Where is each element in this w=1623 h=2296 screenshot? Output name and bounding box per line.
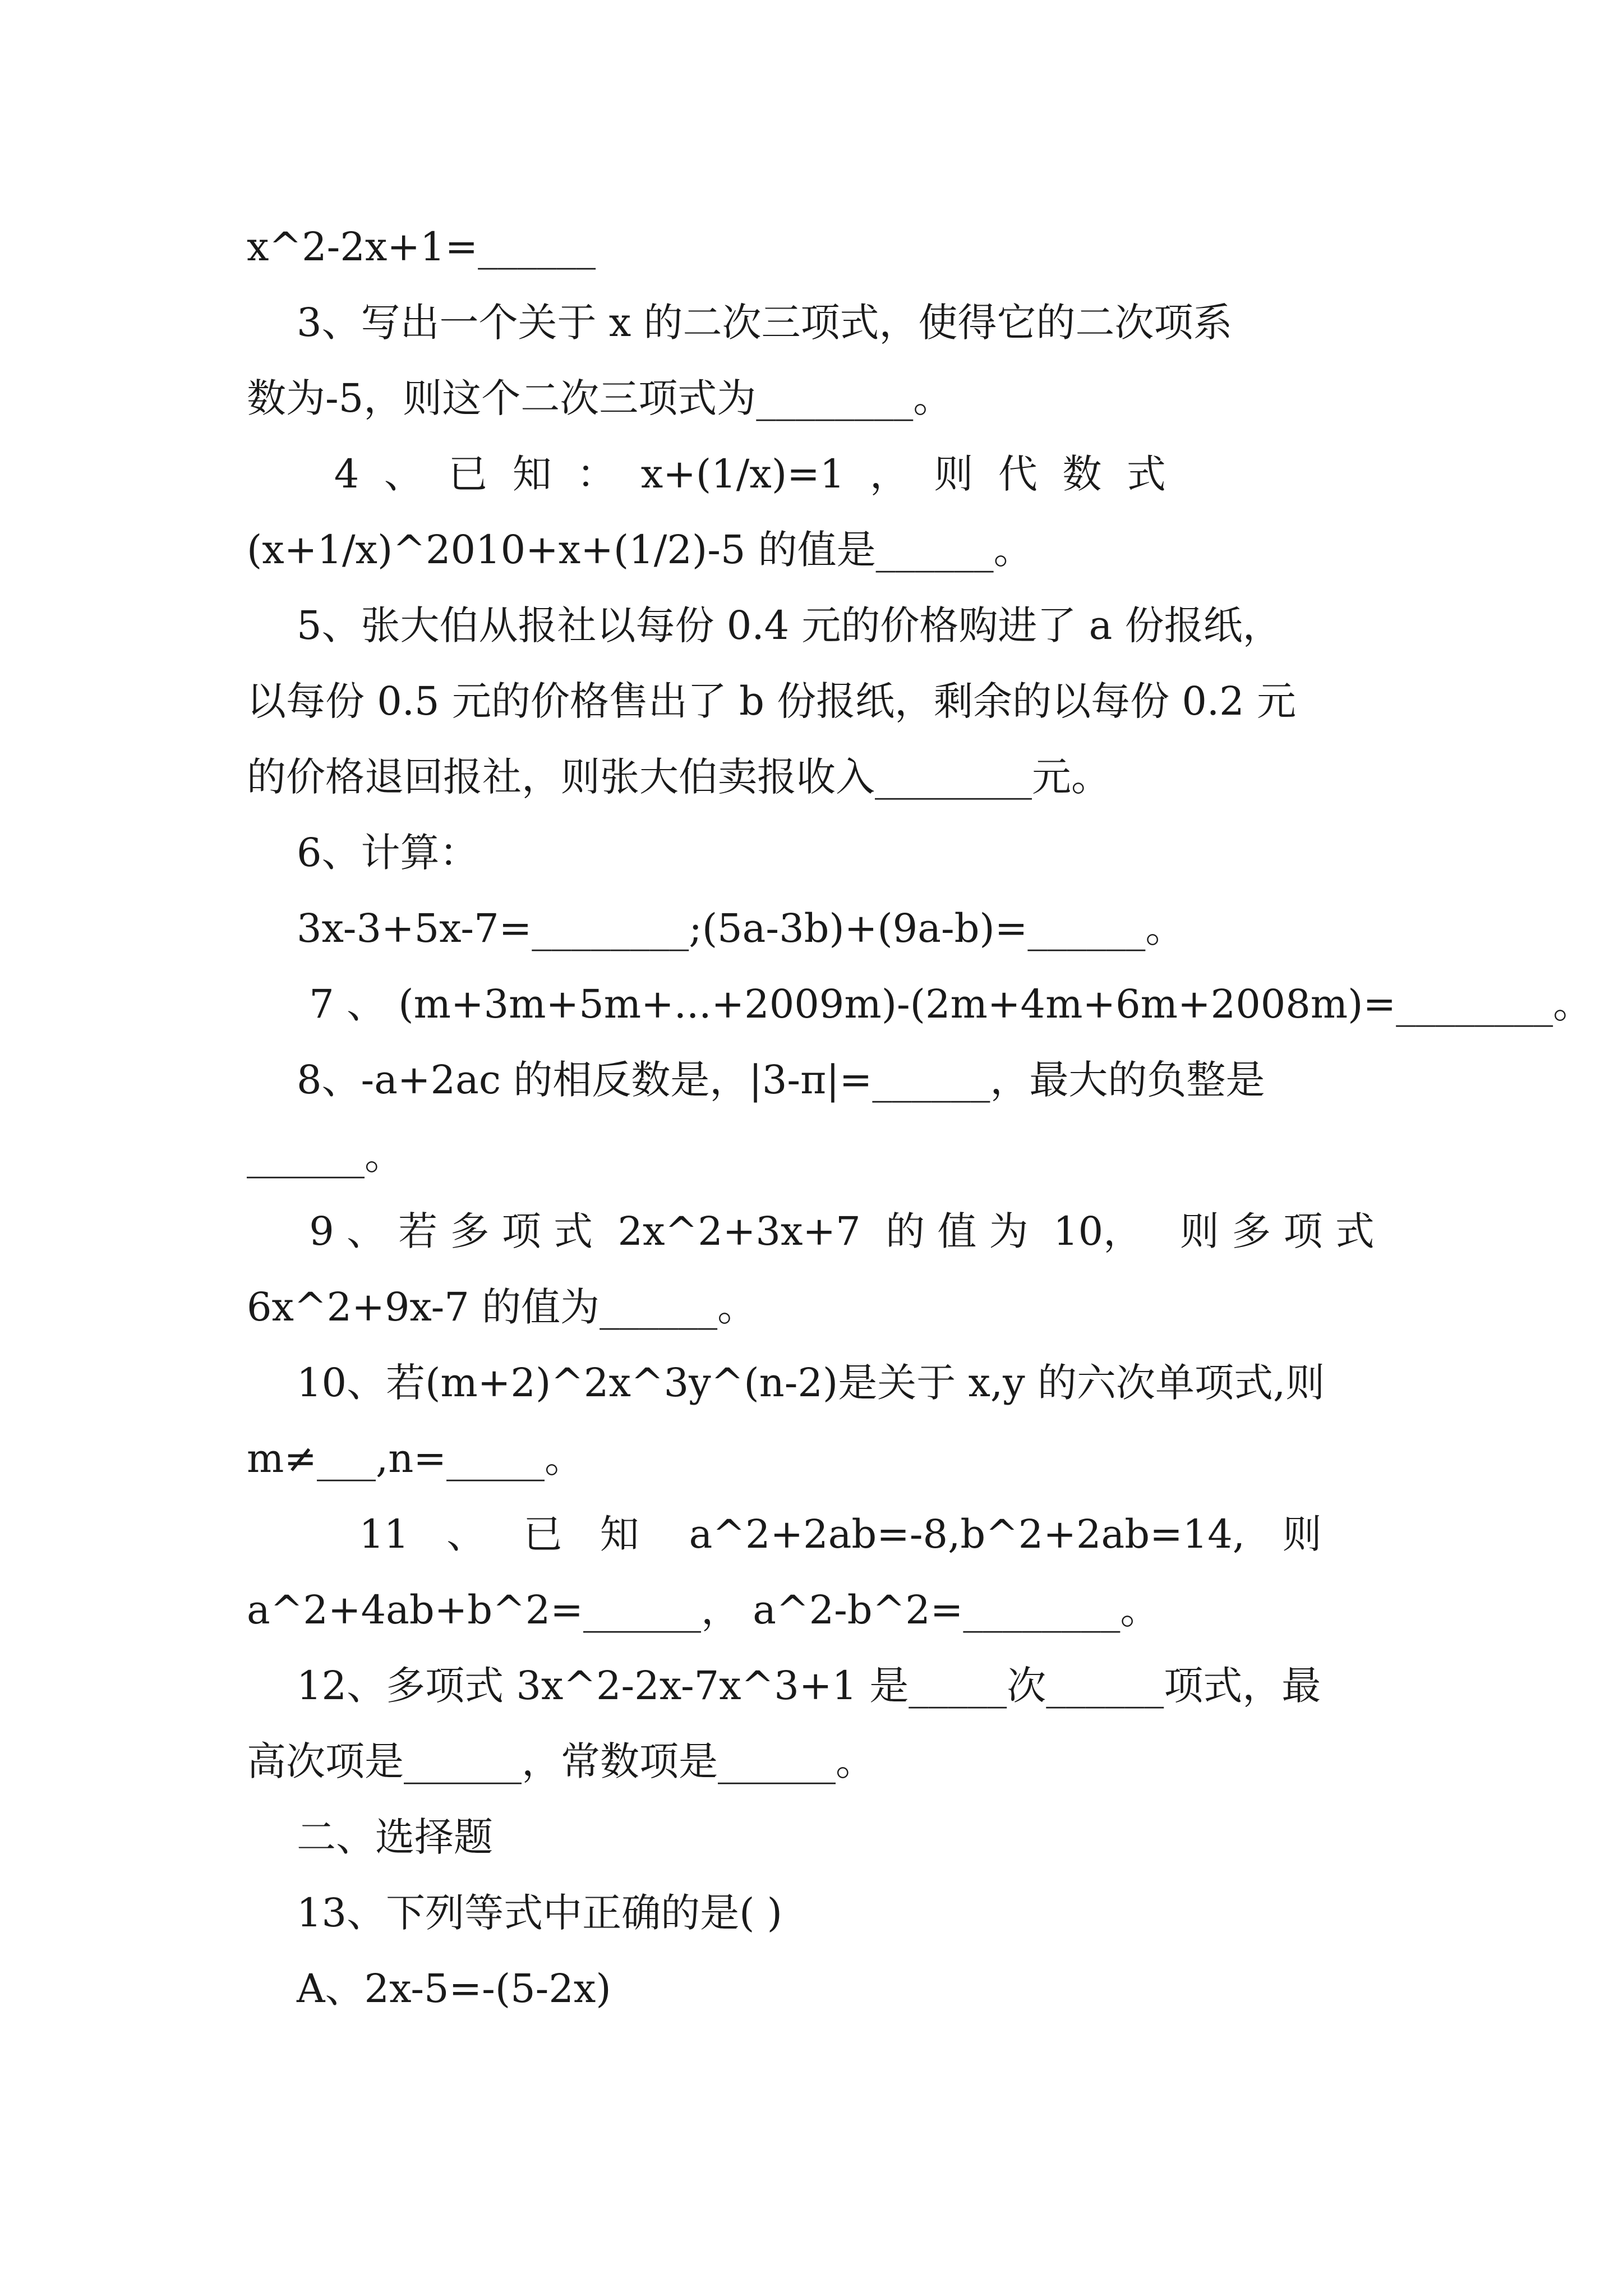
text-line: 高次项是______，常数项是______。 [247, 1738, 875, 1784]
text-line: a^2+4ab+b^2=______， a^2-b^2=________。 [247, 1587, 1160, 1633]
text-line: m≠___,n=_____。 [247, 1435, 584, 1481]
text-line: x^2-2x+1=______ [247, 224, 596, 270]
text-line: 8、-a+2ac 的相反数是，|3-π|=______，最大的负整是 [247, 1057, 1265, 1103]
text-line: 12、多项式 3x^2-2x-7x^3+1 是_____次______项式，最 [247, 1663, 1321, 1709]
text-line: 13、下列等式中正确的是( ) [247, 1890, 782, 1936]
text-line: 3、写出一个关于 x 的二次三项式，使得它的二次项系 [247, 300, 1233, 346]
text-line: 数为-5，则这个二次三项式为________。 [247, 375, 953, 421]
text-line: 11 、 已 知 a^2+2ab=-8,b^2+2ab=14, 则 [247, 1511, 1322, 1557]
text-line: 的价格退回报社，则张大伯卖报收入________元。 [247, 754, 1110, 800]
text-line: (x+1/x)^2010+x+(1/2)-5 的值是______。 [247, 527, 1033, 573]
text-line: 10、若(m+2)^2x^3y^(n-2)是关于 x,y 的六次单项式,则 [247, 1360, 1325, 1406]
text-line: 3x-3+5x-7=________;(5a-3b)+(9a-b)=______。 [247, 905, 1185, 951]
text-line: 以每份 0.5 元的价格售出了 b 份报纸，剩余的以每份 0.2 元 [247, 678, 1296, 724]
text-line: 7 、 (m+3m+5m+...+2009m)-(2m+4m+6m+2008m)=________。 [247, 981, 1593, 1027]
text-line: 5、张大伯从报社以每份 0.4 元的价格购进了 a 份报纸， [247, 602, 1282, 648]
text-line: 6、计算： [247, 830, 479, 876]
text-line: 9 、 若 多 项 式 2x^2+3x+7 的 值 为 10， 则 多 项 式 [247, 1208, 1375, 1254]
text-line: 6x^2+9x-7 的值为______。 [247, 1284, 757, 1330]
text-line: ______。 [247, 1133, 404, 1179]
section-heading: 二、选择题 [247, 1814, 494, 1860]
text-line: 4 、 已 知 ： x+(1/x)=1 ， 则 代 数 式 [247, 451, 1166, 497]
text-line: A、2x-5=-(5-2x) [247, 1966, 611, 2012]
